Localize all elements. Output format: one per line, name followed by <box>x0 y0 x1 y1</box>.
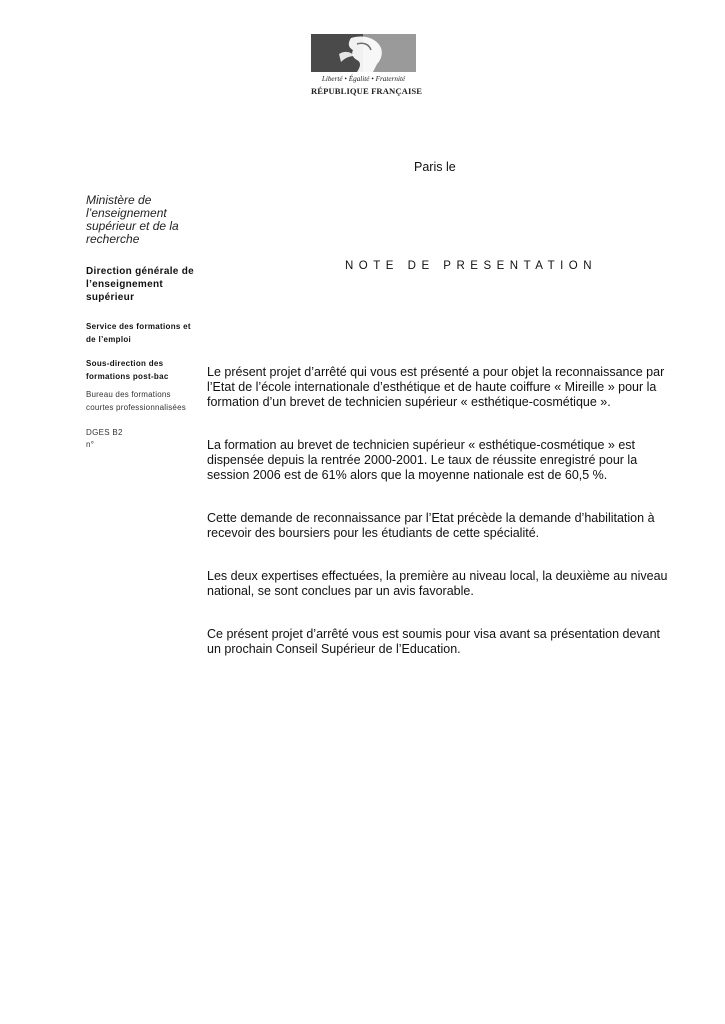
paragraph: Ce présent projet d’arrêté vous est soumis pour visa avant sa présentation devant un prochain Conseil Supérieur de l’Education. <box>207 627 661 656</box>
reference-number: n° <box>86 440 95 449</box>
paragraph: Les deux expertises effectuées, la première au niveau local, la deuxième au niveau national, se sont conclues par un avis favorable. <box>207 569 668 598</box>
paragraph: La formation au brevet de technicien supérieur « esthétique-cosmétique » est dispensée depuis la rentrée 2000-2001. Le taux de réussite enregistré pour la session 2006 est de 61% alors que la moyenne nationale est de 60,5 %. <box>207 438 638 482</box>
direction-name: Direction générale de l’enseignement supérieur <box>86 266 194 303</box>
marianne-emblem <box>311 34 416 72</box>
marianne-profile-icon <box>311 34 416 72</box>
sous-direction-name: Sous-direction des formations post-bac <box>86 359 169 381</box>
document-body <box>207 365 677 657</box>
paragraph: Le présent projet d’arrêté qui vous est présenté a pour objet la reconnaissance par l’Etat de l’école internationale d’esthétique et de haute coiffure « Mireille » pour la formation d’un brevet de technicien supérieur « esthétique-cosmétique ». <box>207 365 665 409</box>
logo-republic-name: RÉPUBLIQUE FRANÇAISE <box>311 86 423 96</box>
document-title: NOTE DE PRESENTATION <box>345 260 598 272</box>
place-date: Paris le <box>414 160 456 174</box>
bureau-name: Bureau des formations courtes professionnalisées <box>86 390 186 412</box>
service-name: Service des formations et de l’emploi <box>86 322 191 344</box>
reference-code: DGES B2 <box>86 428 123 437</box>
logo-motto: Liberté • Égalité • Fraternité <box>321 75 406 83</box>
sidebar <box>86 194 194 451</box>
reference-block <box>86 427 194 451</box>
republique-francaise-logo <box>311 34 423 100</box>
ministry-name: Ministère de l’enseignement supérieur et de la recherche <box>86 193 179 246</box>
paragraph: Cette demande de reconnaissance par l’Etat précède la demande d’habilitation à recevoir des boursiers pour les étudiants de cette spécialité. <box>207 511 655 540</box>
